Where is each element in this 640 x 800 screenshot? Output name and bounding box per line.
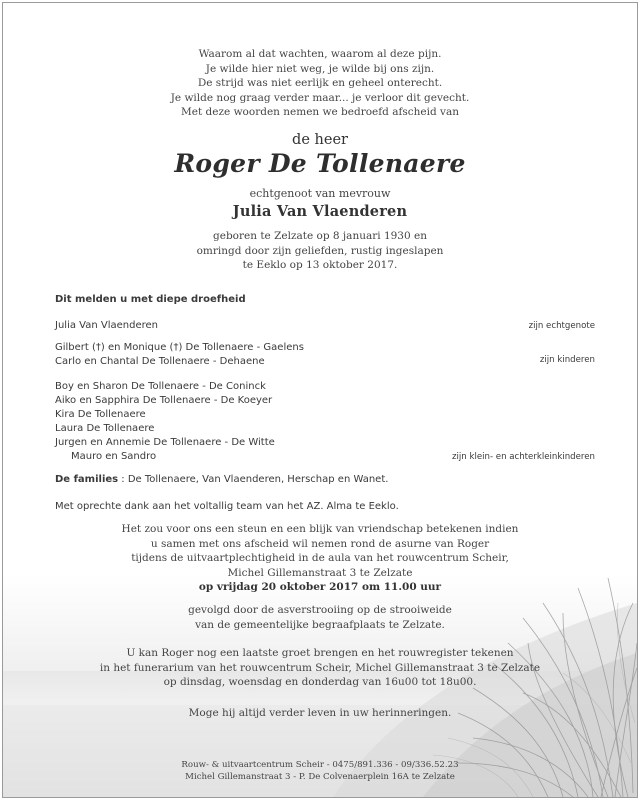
families-label: De families xyxy=(55,474,119,485)
footer-line: Rouw- & uitvaartcentrum Scheir - 0475/891.336 - 09/336.52.23 xyxy=(181,760,459,770)
birth-line: geboren te Zelzate op 8 januari 1930 en xyxy=(213,230,427,242)
relation-label: zijn klein- en achterkleinkinderen xyxy=(452,452,595,462)
visit-line: U kan Roger nog een laatste groet brengen en het rouwregister tekenen xyxy=(126,647,514,659)
spouse-name: Julia Van Vlaenderen xyxy=(232,203,408,220)
deceased-name: Roger De Tollenaere xyxy=(174,149,466,178)
ceremony-line: Het zou voor ons een steun en een blijk van vriendschap betekenen indien xyxy=(121,523,519,535)
family-member: Carlo en Chantal De Tollenaere - Dehaene xyxy=(55,356,265,367)
family-member: Gilbert (†) en Monique (†) De Tollenaere - Gaelens xyxy=(55,342,304,353)
family-member: Boy en Sharon De Tollenaere - De Coninck xyxy=(55,381,266,392)
ash-scattering xyxy=(3,603,637,632)
birth-line: te Eeklo op 13 oktober 2017. xyxy=(242,259,398,272)
poem-line: Waarom al dat wachten, waarom al deze pijn. xyxy=(198,48,442,60)
poem-line: De strijd was niet eerlijk en geheel onterecht. xyxy=(197,77,443,90)
family-member: Jurgen en Annemie De Tollenaere - De Witte xyxy=(55,437,275,448)
ceremony-line: tijdens de uitvaartplechtigheid in de aula van het rouwcentrum Scheir, xyxy=(131,552,509,565)
thanks-note: Met oprechte dank aan het voltallig team van het AZ. Alma te Eeklo. xyxy=(55,501,399,512)
announcement-heading: Dit melden u met diepe droefheid xyxy=(55,294,246,305)
ceremony-line: u samen met ons afscheid wil nemen rond de asurne van Roger xyxy=(150,537,490,550)
footer-line: Michel Gillemanstraat 3 - P. De Colvenaerplein 16A te Zelzate xyxy=(185,772,455,782)
spouse-intro: echtgenoot van mevrouw xyxy=(249,187,391,200)
closing-wish: Moge hij altijd verder leven in uw herinneringen. xyxy=(188,707,452,719)
families-line xyxy=(55,474,388,485)
ceremony-details xyxy=(3,522,637,595)
family-member: Julia Van Vlaenderen xyxy=(55,320,158,331)
funeral-home-footer xyxy=(3,759,637,783)
ceremony-date: op vrijdag 20 oktober 2017 om 11.00 uur xyxy=(198,581,442,594)
poem-line: Met deze woorden nemen we bedroefd afscheid van xyxy=(181,106,459,119)
visit-line: op dinsdag, woensdag en donderdag van 16u00 tot 18u00. xyxy=(163,676,477,689)
visit-line: in het funerarium van het rouwcentrum Scheir, Michel Gillemanstraat 3 te Zelzate xyxy=(99,661,541,674)
family-member: Aiko en Sapphira De Tollenaere - De Koeyer xyxy=(55,395,273,406)
poem-line: Je wilde hier niet weg, je wilde bij ons zijn. xyxy=(205,62,435,75)
title-prefix: de heer xyxy=(292,132,348,148)
family-member: Laura De Tollenaere xyxy=(55,423,155,434)
birth-line: omringd door zijn geliefden, rustig ingeslapen xyxy=(196,244,444,257)
families-text: : De Tollenaere, Van Vlaenderen, Herschap en Wanet. xyxy=(118,474,389,485)
after-line: gevolgd door de asverstrooiing op de strooiweide xyxy=(188,604,452,616)
visitation-details xyxy=(3,646,637,690)
ceremony-line: Michel Gillemanstraat 3 te Zelzate xyxy=(227,566,413,579)
family-member: Mauro en Sandro xyxy=(71,451,157,462)
relation-label: zijn echtgenote xyxy=(528,321,595,331)
obituary-card xyxy=(2,2,638,798)
poem-line: Je wilde nog graag verder maar... je verloor dit gevecht. xyxy=(170,91,470,104)
after-line: van de gemeentelijke begraafplaats te Zelzate. xyxy=(195,618,445,631)
opening-poem xyxy=(3,47,637,120)
family-member: Kira De Tollenaere xyxy=(55,409,146,420)
birth-death-details xyxy=(3,229,637,273)
relation-label: zijn kinderen xyxy=(539,355,595,365)
